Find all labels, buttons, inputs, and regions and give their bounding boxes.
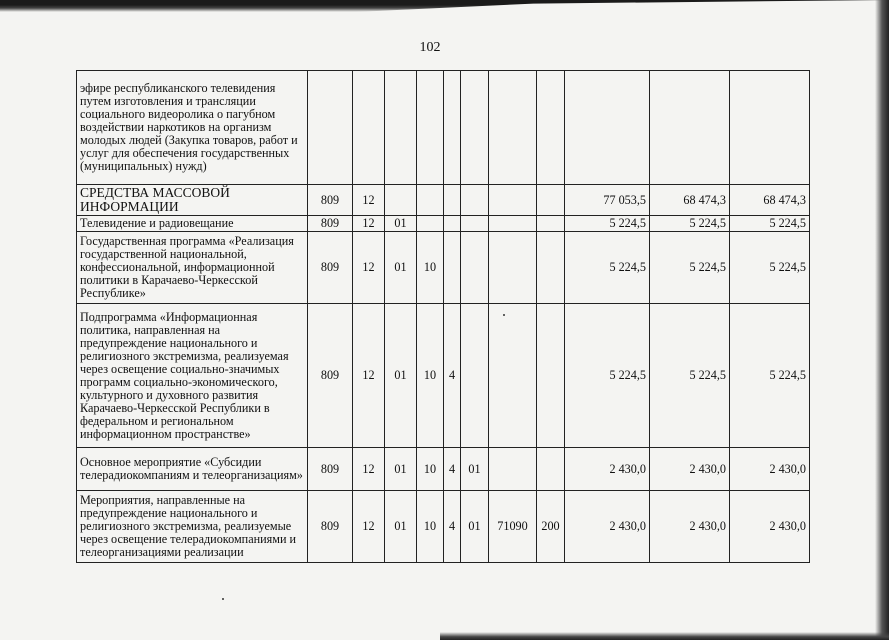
code-subprogram: [444, 232, 461, 304]
code-subprogram: 4: [444, 491, 461, 563]
table-row: [77, 216, 810, 232]
code-direction: [489, 448, 537, 491]
code-direction: [489, 216, 537, 232]
code-expense-type: 200: [537, 491, 565, 563]
row-name: Мероприятия, направленные на предупреждение национального и религиозного экстремизма, реализуемые через освещение телерадиокомпаниями и телеорганизациями реализации: [77, 491, 308, 563]
row-name: эфире республиканского телевидения путем изготовления и трансляции социального видеоролика о пагубном воздействии наркотиков на организм молодых людей (Закупка товаров, работ и услуг для обеспечения государственных (муниципальных) нужд): [77, 71, 308, 185]
code-expense-type: [537, 216, 565, 232]
amount-year-1: 5 224,5: [565, 304, 650, 448]
table-row: [77, 71, 810, 185]
scan-speck: [222, 598, 224, 600]
code-event: [461, 232, 489, 304]
code-expense-type: [537, 71, 565, 185]
code-program: [417, 71, 444, 185]
amount-year-2: 5 224,5: [650, 232, 730, 304]
code-program: [417, 216, 444, 232]
code-direction: 71090: [489, 491, 537, 563]
scan-edge-bottom: [440, 632, 889, 640]
code-direction: [489, 71, 537, 185]
code-event: 01: [461, 448, 489, 491]
code-program: 10: [417, 232, 444, 304]
code-subsection: 01: [385, 216, 417, 232]
code-subsection: 01: [385, 491, 417, 563]
code-direction: [489, 185, 537, 216]
amount-year-3: [730, 71, 810, 185]
code-subprogram: [444, 216, 461, 232]
amount-year-1: [565, 71, 650, 185]
amount-year-2: 5 224,5: [650, 216, 730, 232]
amount-year-3: 5 224,5: [730, 232, 810, 304]
budget-table: [76, 70, 810, 563]
code-subprogram: 4: [444, 448, 461, 491]
amount-year-3: 2 430,0: [730, 448, 810, 491]
code-expense-type: [537, 185, 565, 216]
amount-year-2: 68 474,3: [650, 185, 730, 216]
code-event: [461, 216, 489, 232]
code-ministry: [308, 71, 353, 185]
code-program: 10: [417, 491, 444, 563]
code-expense-type: [537, 232, 565, 304]
code-event: [461, 71, 489, 185]
row-name: Государственная программа «Реализация государственной национальной, конфессиональной, информационной политики в Карачаево-Черкесской Республике»: [77, 232, 308, 304]
code-subsection: 01: [385, 232, 417, 304]
code-section: [353, 71, 385, 185]
code-direction: [489, 304, 537, 448]
table-row: [77, 448, 810, 491]
amount-year-2: 5 224,5: [650, 304, 730, 448]
code-ministry: 809: [308, 185, 353, 216]
code-subprogram: 4: [444, 304, 461, 448]
scan-edge-top: [0, 0, 889, 12]
code-event: [461, 304, 489, 448]
table-row: [77, 491, 810, 563]
code-section: 12: [353, 448, 385, 491]
code-section: 12: [353, 304, 385, 448]
code-section: 12: [353, 185, 385, 216]
code-section: 12: [353, 216, 385, 232]
code-direction: [489, 232, 537, 304]
amount-year-3: 2 430,0: [730, 491, 810, 563]
table-row: [77, 232, 810, 304]
code-ministry: 809: [308, 232, 353, 304]
code-program: 10: [417, 448, 444, 491]
amount-year-3: 5 224,5: [730, 304, 810, 448]
amount-year-1: 2 430,0: [565, 448, 650, 491]
code-event: 01: [461, 491, 489, 563]
code-section: 12: [353, 491, 385, 563]
code-subprogram: [444, 185, 461, 216]
amount-year-1: 77 053,5: [565, 185, 650, 216]
code-ministry: 809: [308, 448, 353, 491]
row-name: Подпрограмма «Информационная политика, направленная на предупреждение национального и религиозного экстремизма, реализуемая через освещение социально-значимых программ социально-экономического, культурного и духовного развития Карачаево-Черкесской Республики в федеральном и региональном информационном пространстве»: [77, 304, 308, 448]
code-ministry: 809: [308, 491, 353, 563]
row-name: Основное мероприятие «Субсидии телерадиокомпаниям и телеорганизациям»: [77, 448, 308, 491]
amount-year-1: 5 224,5: [565, 232, 650, 304]
amount-year-2: [650, 71, 730, 185]
code-ministry: 809: [308, 304, 353, 448]
code-subsection: [385, 185, 417, 216]
table-row: [77, 185, 810, 216]
amount-year-2: 2 430,0: [650, 491, 730, 563]
amount-year-3: 5 224,5: [730, 216, 810, 232]
page-number: 102: [419, 40, 441, 55]
code-subprogram: [444, 71, 461, 185]
amount-year-1: 2 430,0: [565, 491, 650, 563]
code-expense-type: [537, 304, 565, 448]
code-ministry: 809: [308, 216, 353, 232]
code-expense-type: [537, 448, 565, 491]
code-section: 12: [353, 232, 385, 304]
amount-year-2: 2 430,0: [650, 448, 730, 491]
table-row: [77, 304, 810, 448]
code-subsection: 01: [385, 448, 417, 491]
code-program: [417, 185, 444, 216]
code-subsection: [385, 71, 417, 185]
row-name: СРЕДСТВА МАССОВОЙ ИНФОРМАЦИИ: [77, 185, 308, 216]
row-name: Телевидение и радиовещание: [77, 216, 308, 232]
amount-year-3: 68 474,3: [730, 185, 810, 216]
code-program: 10: [417, 304, 444, 448]
code-subsection: 01: [385, 304, 417, 448]
scan-edge-right: [875, 0, 889, 640]
code-event: [461, 185, 489, 216]
amount-year-1: 5 224,5: [565, 216, 650, 232]
